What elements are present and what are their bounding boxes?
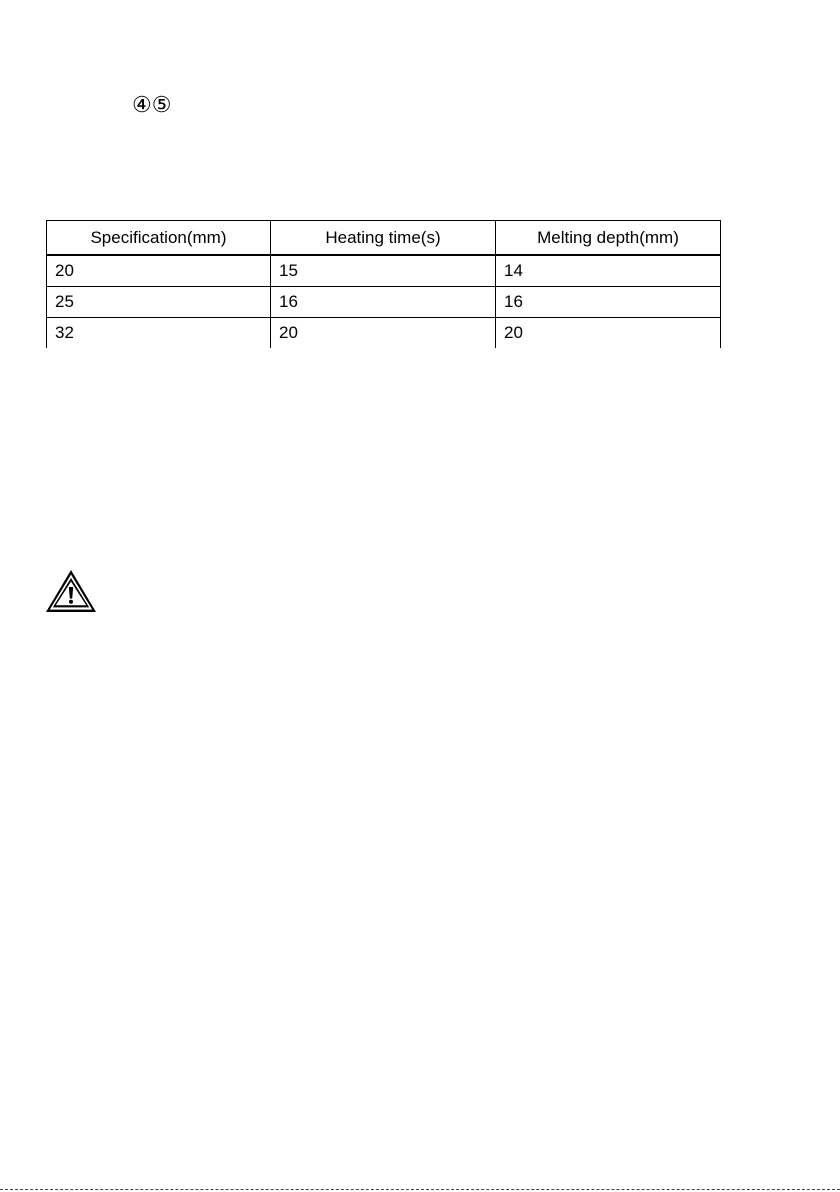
column-header-melting-depth: Melting depth(mm) [496, 221, 721, 256]
cell-melting-depth: 16 [496, 287, 721, 318]
table-row [47, 255, 721, 287]
cell-melting-depth: 20 [496, 318, 721, 349]
page-bottom-rule [0, 1189, 840, 1190]
cell-melting-depth: 14 [496, 255, 721, 287]
cell-specification: 32 [47, 318, 271, 349]
cell-heating-time: 20 [271, 318, 496, 349]
step-reference-numbers: ④⑤ [132, 92, 172, 117]
column-header-specification: Specification(mm) [47, 221, 271, 256]
table-row [47, 318, 721, 349]
cell-heating-time: 15 [271, 255, 496, 287]
table-header-row [47, 221, 721, 256]
cell-specification: 25 [47, 287, 271, 318]
table-row [47, 287, 721, 318]
warning-triangle-icon [44, 568, 98, 614]
column-header-heating-time: Heating time(s) [271, 221, 496, 256]
welding-spec-table [46, 220, 721, 348]
cell-heating-time: 16 [271, 287, 496, 318]
cell-specification: 20 [47, 255, 271, 287]
